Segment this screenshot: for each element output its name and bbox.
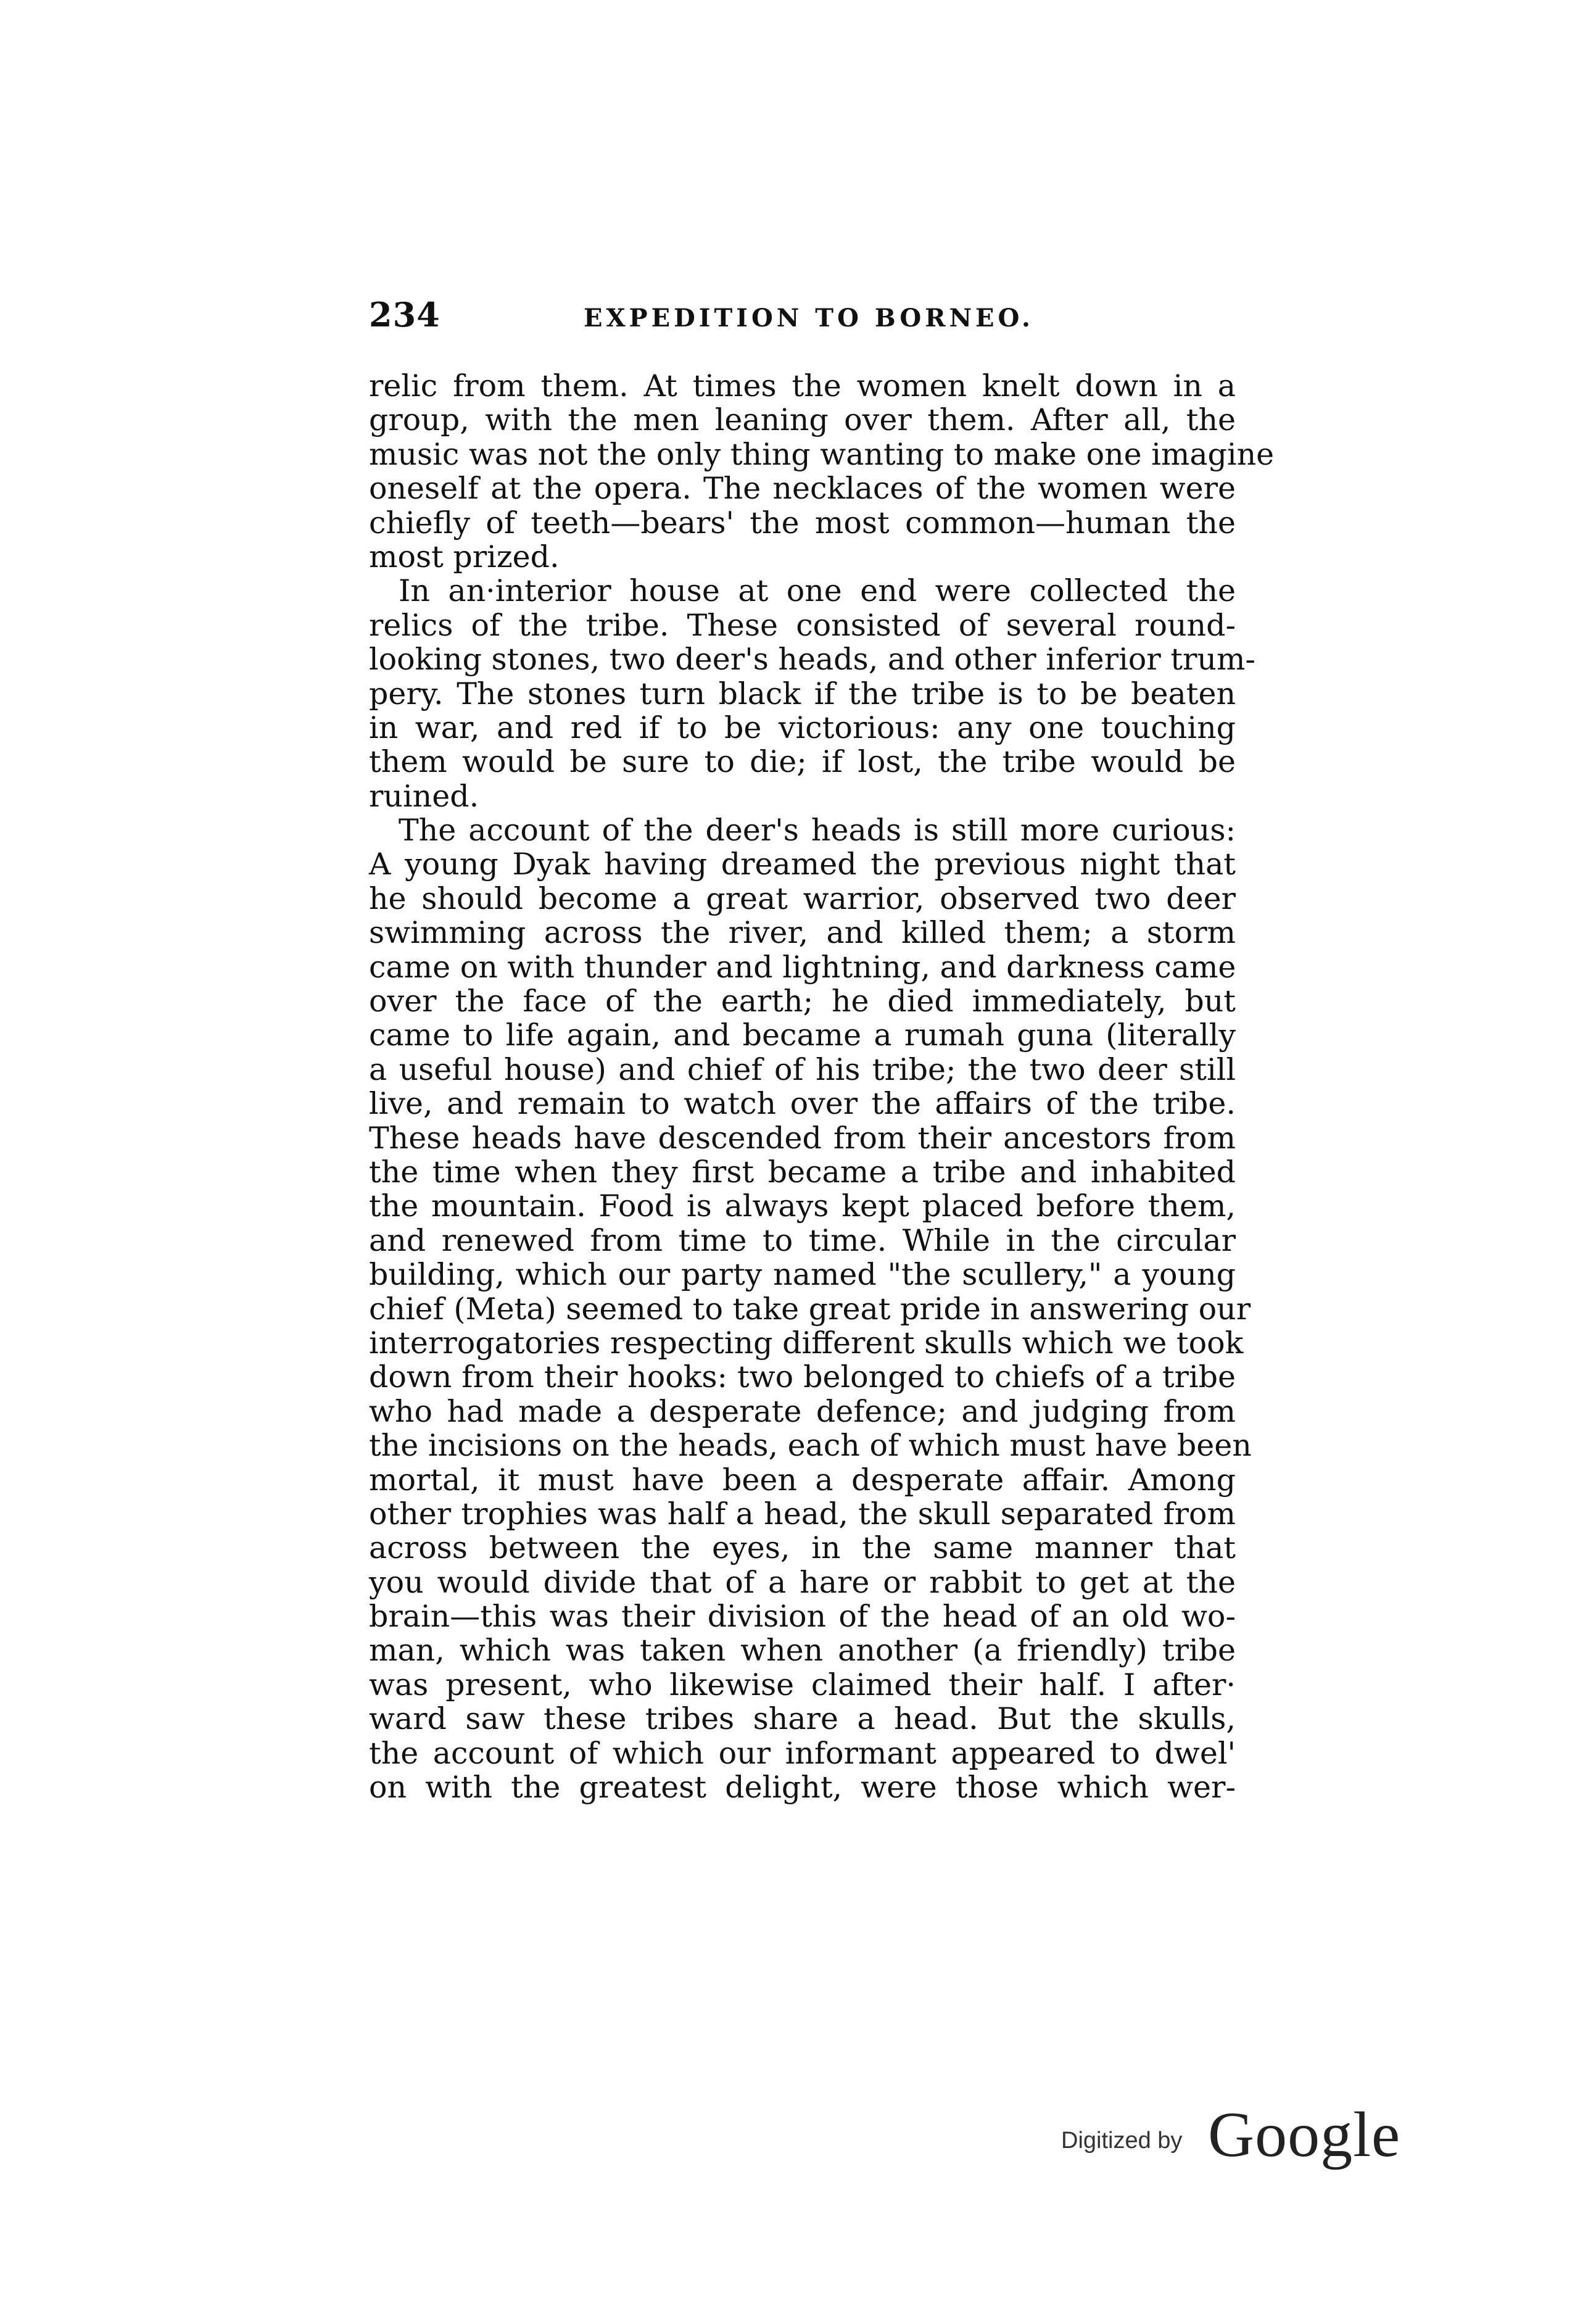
- text-line: live, and remain to watch over the affairs of the tribe.: [369, 1086, 1236, 1122]
- text-line: ruined.: [369, 778, 479, 814]
- text-line: brain—this was their division of the head of an old wo-: [369, 1599, 1236, 1635]
- text-line: down from their hooks: two belonged to chiefs of a tribe: [369, 1359, 1236, 1395]
- text-line: mortal, it must have been a desperate affair. Among: [369, 1462, 1236, 1498]
- digitized-by-label: Digitized by: [1061, 2128, 1183, 2154]
- text-line: building, which our party named "the scullery," a young: [369, 1257, 1236, 1293]
- text-line: interrogatories respecting different skulls which we took: [369, 1325, 1244, 1361]
- text-line: came on with thunder and lightning, and darkness came: [369, 949, 1236, 985]
- text-line: on with the greatest delight, were those which wer-: [369, 1770, 1236, 1806]
- text-line: relic from them. At times the women knelt down in a: [369, 368, 1236, 404]
- text-line: the incisions on the heads, each of which must have been: [369, 1428, 1252, 1464]
- text-line: ward saw these tribes share a head. But the skulls,: [369, 1701, 1236, 1737]
- text-line: music was not the only thing wanting to make one imagine: [369, 436, 1275, 472]
- text-line: the account of which our informant appeared to dwel': [369, 1735, 1236, 1771]
- text-line: and renewed from time to time. While in the circular: [369, 1222, 1236, 1258]
- paragraph-first-line: The account of the deer's heads is still more curious:: [399, 813, 1236, 848]
- text-line: oneself at the opera. The necklaces of the women were: [369, 471, 1236, 507]
- text-line: them would be sure to die; if lost, the tribe would be: [369, 744, 1236, 780]
- page-header: [369, 295, 1233, 338]
- text-line: other trophies was half a head, the skull separated from: [369, 1496, 1236, 1532]
- paragraph-first-line: In an·interior house at one end were collected the: [399, 573, 1236, 609]
- body-text: [369, 368, 1275, 1806]
- text-line: swimming across the river, and killed them; a storm: [369, 915, 1236, 951]
- text-line: was present, who likewise claimed their half. I after·: [369, 1667, 1236, 1702]
- text-line: you would divide that of a hare or rabbit to get at the: [369, 1564, 1236, 1600]
- text-line: came to life again, and became a rumah guna (literally: [369, 1018, 1236, 1053]
- running-title: EXPEDITION TO BORNEO.: [584, 304, 1034, 333]
- text-line: most prized.: [369, 539, 560, 574]
- google-logo: Google: [1208, 2099, 1401, 2170]
- text-line: group, with the men leaning over them. After all, the: [369, 402, 1236, 438]
- text-line: A young Dyak having dreamed the previous night that: [369, 847, 1236, 882]
- digitization-watermark: [1061, 2098, 1401, 2170]
- text-line: the time when they first became a tribe and inhabited: [369, 1154, 1236, 1190]
- text-line: over the face of the earth; he died immediately, but: [369, 984, 1236, 1019]
- text-line: who had made a desperate defence; and judging from: [369, 1393, 1236, 1429]
- text-line: man, which was taken when another (a friendly) tribe: [369, 1633, 1236, 1669]
- text-line: a useful house) and chief of his tribe; the two deer still: [369, 1051, 1236, 1087]
- text-line: in war, and red if to be victorious: any one touching: [369, 710, 1236, 745]
- text-line: across between the eyes, in the same manner that: [369, 1530, 1236, 1566]
- text-line: relics of the tribe. These consisted of several round-: [369, 607, 1236, 643]
- text-line: These heads have descended from their ancestors from: [369, 1120, 1236, 1156]
- text-line: he should become a great warrior, observed two deer: [369, 881, 1236, 916]
- text-line: chiefly of teeth—bears' the most common—human the: [369, 505, 1236, 541]
- page-number: 234: [369, 295, 440, 334]
- text-line: the mountain. Food is always kept placed before them,: [369, 1188, 1236, 1224]
- text-line: looking stones, two deer's heads, and other inferior trum-: [369, 642, 1255, 678]
- text-line: chief (Meta) seemed to take great pride in answering our: [369, 1291, 1251, 1327]
- text-line: pery. The stones turn black if the tribe is to be beaten: [369, 676, 1236, 711]
